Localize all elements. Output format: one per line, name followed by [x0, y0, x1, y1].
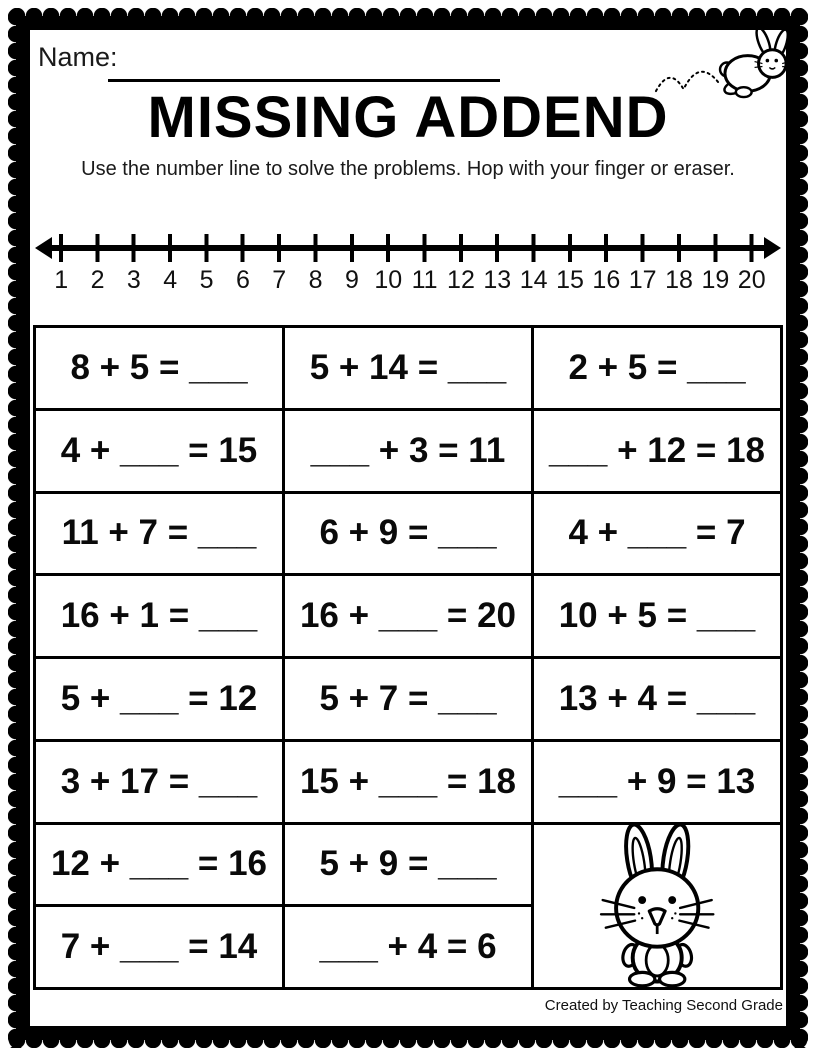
bunny-image-cell	[534, 825, 780, 988]
problem-cell[interactable]: 12 + ___ = 16	[36, 825, 282, 905]
scallop-edge-top	[8, 8, 808, 24]
problem-cell[interactable]: ___ + 3 = 11	[285, 411, 531, 491]
tick-label: 2	[90, 266, 105, 294]
tick-label: 5	[199, 266, 214, 294]
tick-label: 3	[126, 266, 141, 294]
name-label: Name:	[38, 42, 118, 72]
tick-label: 7	[272, 266, 287, 294]
problems-grid	[33, 325, 783, 990]
tick-label: 10	[374, 266, 403, 294]
scallop-edge-bottom	[8, 1032, 808, 1048]
problem-cell[interactable]: 4 + ___ = 7	[534, 494, 780, 574]
name-input-line[interactable]	[108, 79, 500, 82]
tick-label: 15	[556, 266, 584, 294]
tick-label: 9	[344, 266, 359, 294]
number-line-labels	[43, 266, 770, 295]
tick-label: 19	[701, 266, 730, 294]
tick-label: 13	[483, 266, 512, 294]
page-title: MISSING ADDEND	[147, 85, 669, 150]
number-line	[33, 228, 783, 294]
tick-label: 20	[737, 266, 766, 294]
problem-cell[interactable]: 11 + 7 = ___	[36, 494, 282, 574]
problem-cell[interactable]: ___ + 4 = 6	[285, 907, 531, 987]
number-line-right-arrow-icon	[764, 237, 781, 259]
problem-cell[interactable]: 16 + ___ = 20	[285, 576, 531, 656]
tick-label: 18	[665, 266, 693, 294]
problem-cell[interactable]: ___ + 9 = 13	[534, 742, 780, 822]
problem-cell[interactable]: 4 + ___ = 15	[36, 411, 282, 491]
problem-cell[interactable]: 7 + ___ = 14	[36, 907, 282, 987]
tick-label: 16	[592, 266, 621, 294]
credit-text: Created by Teaching Second Grade	[544, 997, 783, 1014]
tick-label: 6	[235, 266, 250, 294]
problem-cell[interactable]: 5 + ___ = 12	[36, 659, 282, 739]
tick-label: 17	[628, 266, 657, 294]
problem-cell[interactable]: 5 + 9 = ___	[285, 825, 531, 905]
problem-cell[interactable]: 16 + 1 = ___	[36, 576, 282, 656]
tick-label: 14	[519, 266, 548, 294]
problem-cell[interactable]: 13 + 4 = ___	[534, 659, 780, 739]
problem-cell[interactable]: ___ + 12 = 18	[534, 411, 780, 491]
tick-label: 4	[163, 266, 178, 294]
number-line-ticks	[59, 234, 758, 262]
tick-label: 1	[54, 266, 69, 294]
tick-label: 8	[308, 266, 323, 294]
problem-cell[interactable]: 8 + 5 = ___	[36, 328, 282, 408]
tick-label: 12	[447, 266, 475, 294]
problem-cell[interactable]: 6 + 9 = ___	[285, 494, 531, 574]
problem-cell[interactable]: 2 + 5 = ___	[534, 328, 780, 408]
tick-label: 11	[411, 266, 438, 294]
instructions-text: Use the number line to solve the problems. Hop with your finger or eraser.	[81, 158, 735, 180]
problem-cell[interactable]: 5 + 7 = ___	[285, 659, 531, 739]
problem-cell[interactable]: 3 + 17 = ___	[36, 742, 282, 822]
problem-cell[interactable]: 5 + 14 = ___	[285, 328, 531, 408]
problem-cell[interactable]: 15 + ___ = 18	[285, 742, 531, 822]
sitting-bunny-illustration	[590, 821, 724, 987]
problem-cell[interactable]: 10 + 5 = ___	[534, 576, 780, 656]
